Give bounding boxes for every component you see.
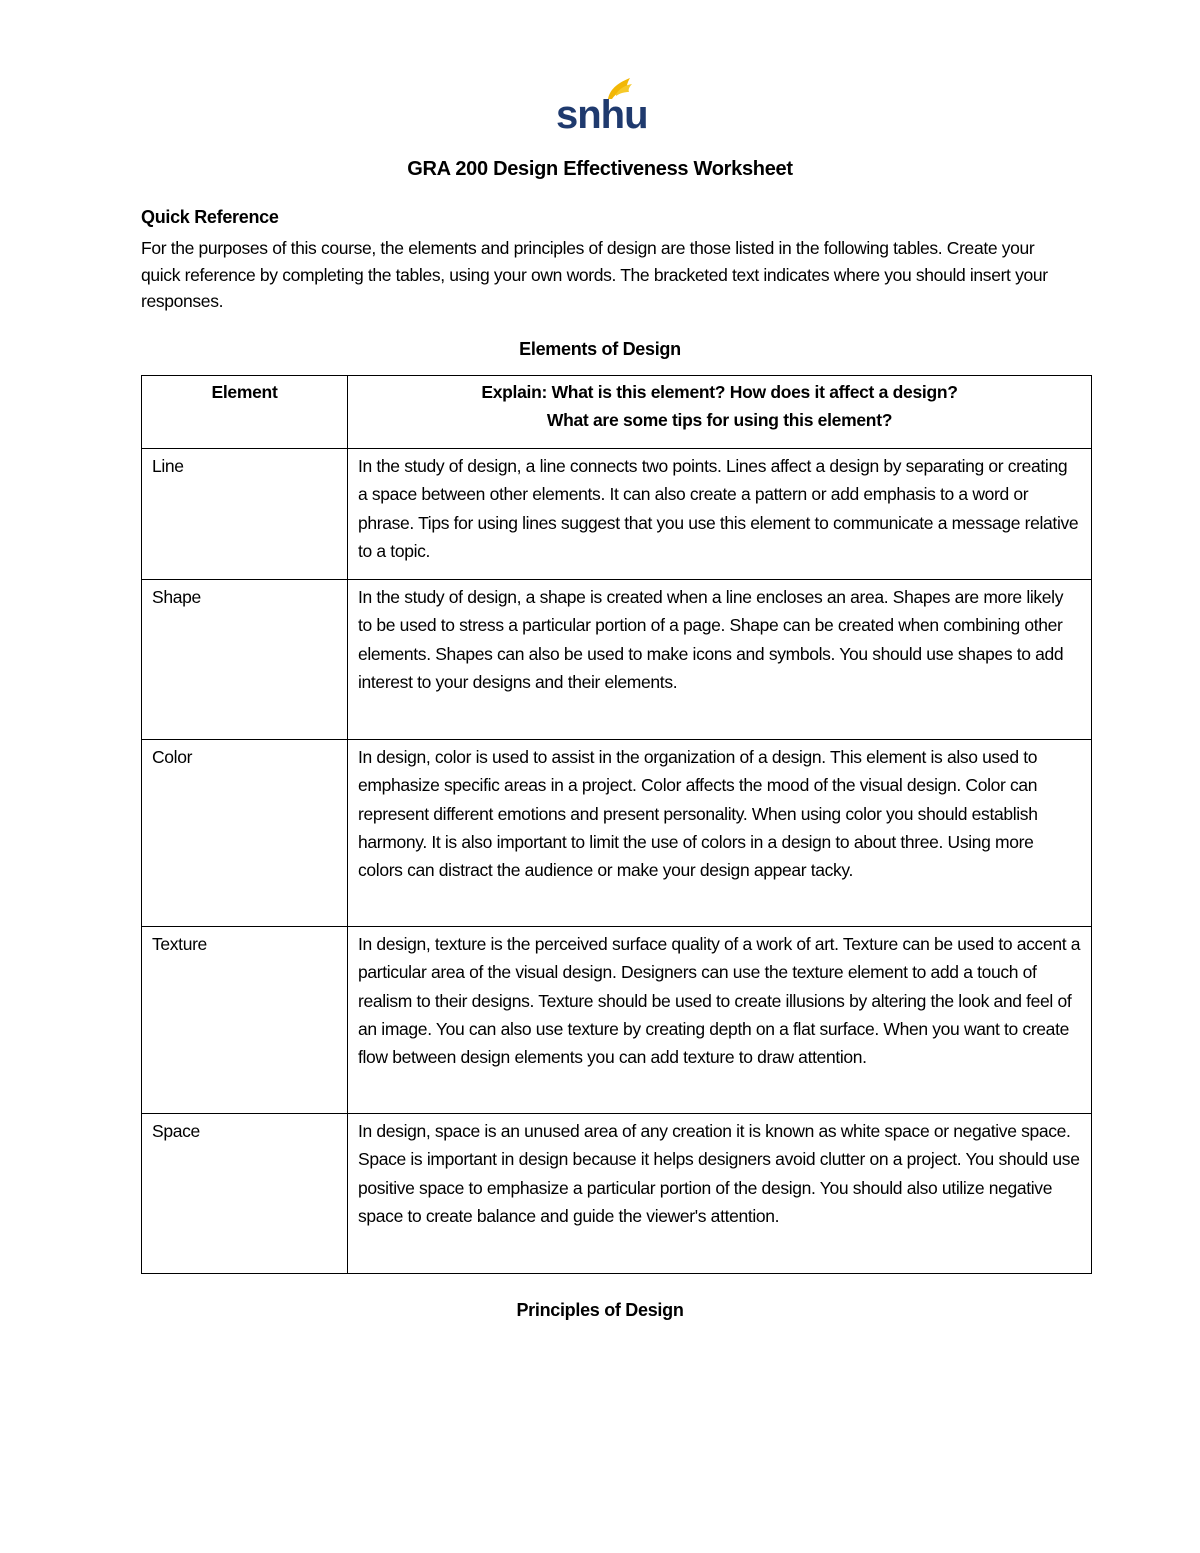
principles-section-title: Principles of Design xyxy=(516,1300,684,1320)
element-name-cell: Texture xyxy=(142,927,348,1114)
element-explanation-cell: In the study of design, a line connects two points. Lines affect a design by separating or creating a space between other elements. It can also create a pattern or add emphasis to a word or phrase. Tips for using lines suggest that you use this element to communicate a message relative to a topic. xyxy=(348,449,1092,580)
header-explain xyxy=(348,376,1092,449)
table-row xyxy=(142,927,1092,1114)
header-explain-line1: Explain: What is this element? How does it affect a design? xyxy=(481,382,958,402)
element-explanation-cell: In the study of design, a shape is created when a line encloses an area. Shapes are more likely to be used to stress a particular portion of a page. Shape can be created when combining other elements. Shapes can also be used to make icons and symbols. You should use shapes to add interest to your designs and their elements. xyxy=(348,580,1092,740)
element-name-cell: Line xyxy=(142,449,348,580)
document-title: GRA 200 Design Effectiveness Worksheet xyxy=(407,158,793,180)
elements-section-title: Elements of Design xyxy=(519,339,681,359)
logo-wordmark: snhu xyxy=(556,93,648,134)
quick-reference-body: For the purposes of this course, the elements and principles of design are those listed in the following tables. Create your quick reference by completing the tables, using your own words. The bracketed text indicates where you should insert your responses. xyxy=(141,238,1048,311)
table-row xyxy=(142,740,1092,927)
element-name-cell: Space xyxy=(142,1114,348,1274)
header-element: Element xyxy=(142,376,348,449)
quick-reference-heading: Quick Reference xyxy=(141,207,279,227)
element-explanation-cell: In design, color is used to assist in the organization of a design. This element is also used to emphasize specific areas in a project. Color affects the mood of the visual design. Color can represent different emotions and present personality. When using color you should establish harmony. It is also important to limit the use of colors in a design to about three. Using more colors can distract the audience or make your design appear tacky. xyxy=(348,740,1092,927)
table-row xyxy=(142,580,1092,740)
snhu-logo-graphic xyxy=(550,72,650,134)
element-explanation-cell: In design, texture is the perceived surface quality of a work of art. Texture can be used to accent a particular area of the visual design. Designers can use the texture element to add a touch of realism to their designs. Texture should be used to create illusions by altering the look and feel of an image. You can also use texture by creating depth on a flat surface. When you want to create flow between design elements you can add texture to draw attention. xyxy=(348,927,1092,1114)
table-header-row xyxy=(142,376,1092,449)
table-row xyxy=(142,1114,1092,1274)
elements-table xyxy=(141,375,1092,1274)
element-explanation-cell: In design, space is an unused area of any creation it is known as white space or negative space. Space is important in design because it helps designers avoid clutter on a project. You should use positive space to emphasize a particular portion of the design. You should also utilize negative space to create balance and guide the viewer's attention. xyxy=(348,1114,1092,1274)
element-name-cell: Color xyxy=(142,740,348,927)
table-row xyxy=(142,449,1092,580)
element-name-cell: Shape xyxy=(142,580,348,740)
snhu-logo xyxy=(550,72,650,134)
header-explain-line2: What are some tips for using this element? xyxy=(546,410,893,431)
